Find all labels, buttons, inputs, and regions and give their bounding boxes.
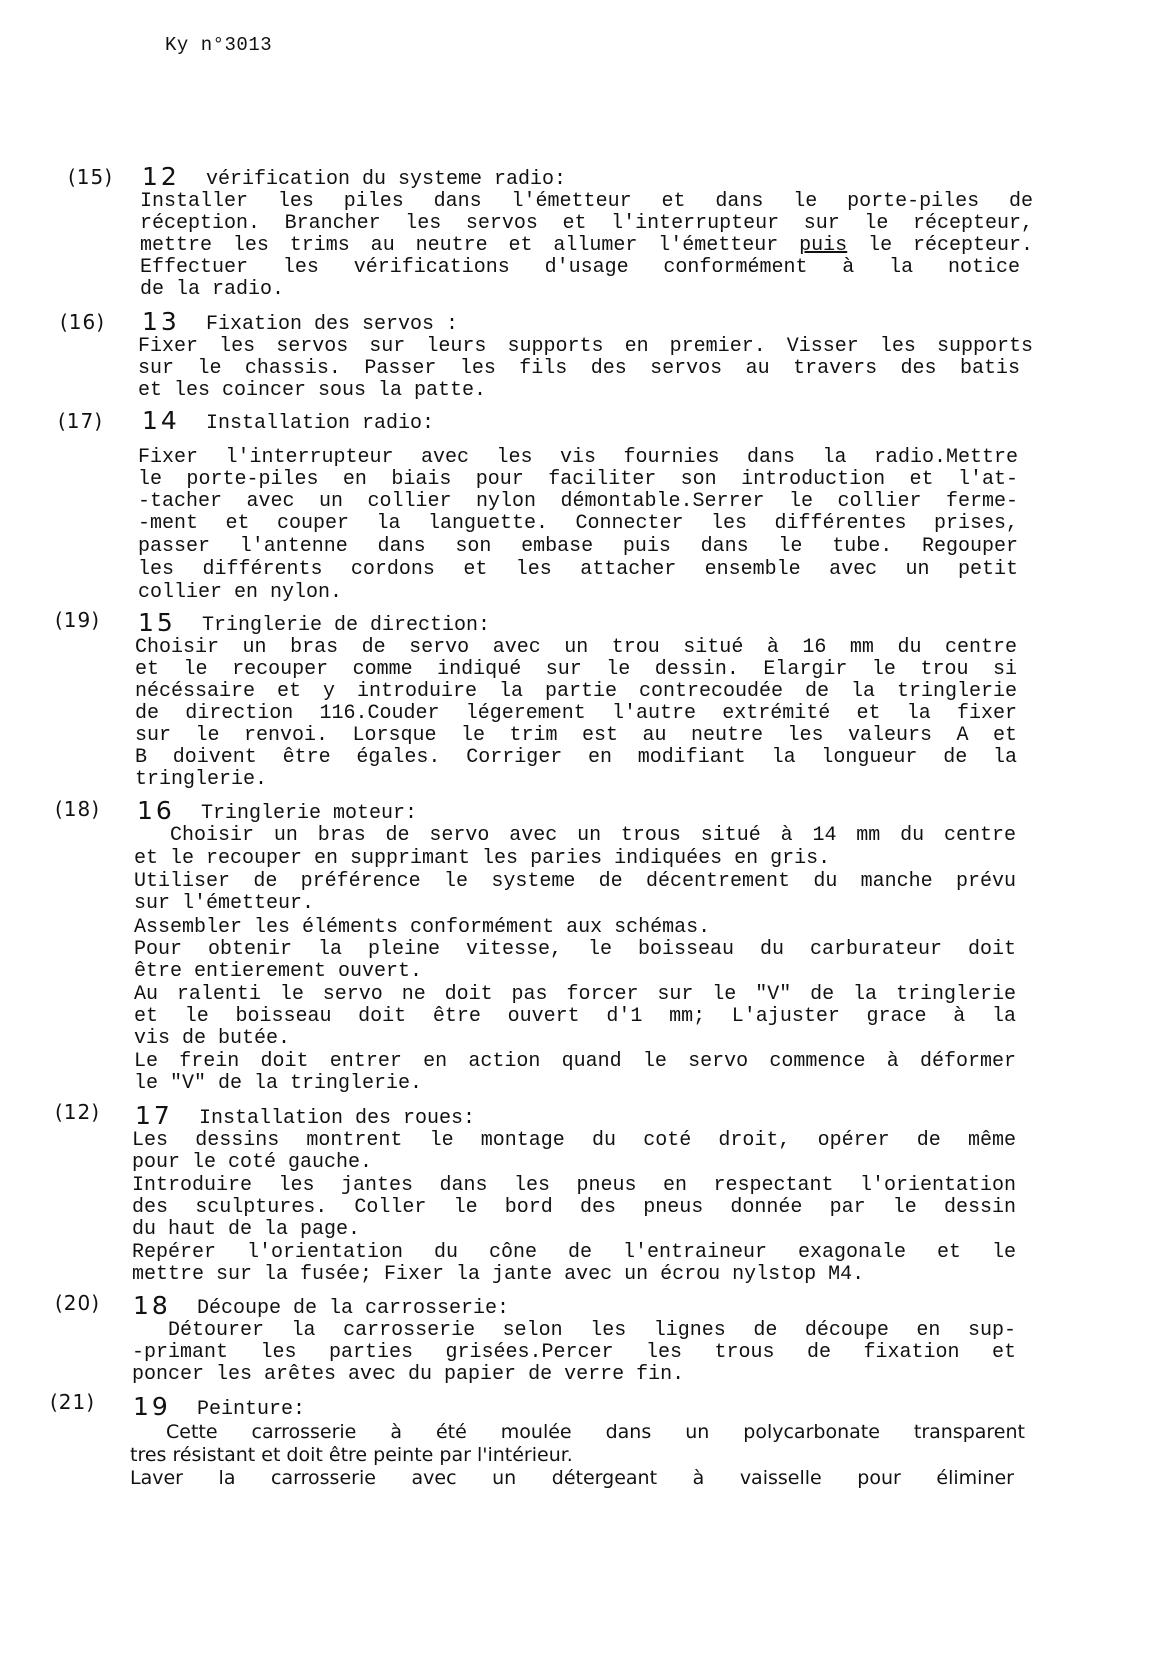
text-line: Choisir un bras de servo avec un trous situé à 14 mm du centre [170,824,1016,847]
figure-ref: (12) [55,1100,101,1124]
figure-ref: (18) [55,797,101,821]
figure-ref: (20) [55,1291,101,1315]
text-line: -tacher avec un collier nylon démontable.Serrer le collier ferme- [138,490,1018,513]
step-number: 18 [133,1291,171,1320]
text-line: de la radio. [140,278,285,301]
text-line: collier en nylon. [138,581,343,604]
text-line: les différents cordons et les attacher ensemble avec un petit [138,558,1018,581]
text-line: -ment et couper la languette. Connecter les différentes prises, [138,512,1018,535]
step-title: Installation des roues: [199,1107,476,1130]
text-line: Au ralenti le servo ne doit pas forcer sur le "V" de la tringlerie [134,983,1016,1006]
step-title: Découpe de la carrosserie: [197,1297,510,1320]
step-number: 19 [133,1392,171,1421]
figure-ref: (16) [60,310,106,334]
step-number: 17 [135,1101,173,1130]
step-number: 15 [138,608,176,637]
text-line: Laver la carrosserie avec un détergeant à vaisselle pour éliminer [130,1467,1014,1489]
text-line: passer l'antenne dans son embase puis dans le tube. Regouper [138,535,1018,558]
text-line: et les coincer sous la patte. [138,379,487,402]
text-line: Installer les piles dans l'émetteur et dans le porte-piles de [140,190,1033,213]
figure-ref: (17) [58,409,104,433]
text-line: Fixer les servos sur leurs supports en premier. Visser les supports [138,335,1033,358]
text-line: Pour obtenir la pleine vitesse, le boisseau du carburateur doit [134,938,1016,961]
text-line: de direction 116.Couder légerement l'autre extrémité et la fixer [135,702,1017,725]
step-number: 12 [142,162,180,191]
text-line: du haut de la page. [132,1218,361,1241]
text-line: Les dessins montrent le montage du coté droit, opérer de même [132,1129,1016,1152]
text-line: mettre les trims au neutre et allumer l'émetteur puis le récepteur. [140,234,1033,257]
step-number: 16 [137,796,175,825]
text-line: des sculptures. Coller le bord des pneus donnée par le dessin [132,1196,1016,1219]
figure-ref: (19) [55,608,101,632]
step-number: 14 [142,406,180,435]
figure-ref: (21) [50,1390,96,1414]
text-line: le porte-piles en biais pour faciliter son introduction et l'at- [138,468,1018,491]
text-line: sur le renvoi. Lorsque le trim est au neutre les valeurs A et [135,724,1017,747]
figure-ref: (15) [68,165,114,189]
text-line: nécéssaire et y introduire la partie contrecoudée de la tringlerie [135,680,1017,703]
text-line: Introduire les jantes dans les pneus en respectant l'orientation [132,1174,1016,1197]
text-line: le "V" de la tringlerie. [134,1072,423,1095]
text-line: B doivent être égales. Corriger en modifiant la longueur de la [135,746,1017,769]
text-line: Assembler les éléments conformément aux schémas. [134,916,711,939]
page-id: Ky n°3013 [165,34,273,56]
text-line: et le boisseau doit être ouvert d'1 mm; L'ajuster grace à la [134,1005,1016,1028]
text-line: mettre sur la fusée; Fixer la jante avec un écrou nylstop M4. [132,1263,865,1286]
step-title: vérification du systeme radio: [206,168,567,191]
step-title: Fixation des servos : [206,313,459,336]
text-line: et le recouper en supprimant les paries indiquées en gris. [134,847,831,870]
text-line: et le recouper comme indiqué sur le dessin. Elargir le trou si [135,658,1017,681]
text-line: sur l'émetteur. [134,892,315,915]
text-line: Effectuer les vérifications d'usage conformément à la notice [140,256,1020,279]
text-line: Fixer l'interrupteur avec les vis fournies dans la radio.Mettre [138,446,1018,469]
text-line: vis de butée. [134,1027,291,1050]
text-line: Détourer la carrosserie selon les lignes de découpe en sup- [168,1319,1016,1342]
step-title: Installation radio: [206,412,435,435]
underlined-word: puis [799,234,848,257]
step-title: Peinture: [197,1398,306,1421]
text-line: réception. Brancher les servos et l'interrupteur sur le récepteur, [140,212,1033,235]
step-title: Tringlerie moteur: [201,802,418,825]
text-line: -primant les parties grisées.Percer les trous de fixation et [132,1341,1016,1364]
text-line: Le frein doit entrer en action quand le servo commence à déformer [134,1050,1016,1073]
text-line: tringlerie. [135,768,268,791]
text-line: Repérer l'orientation du cône de l'entraineur exagonale et le [132,1241,1016,1264]
step-number: 13 [142,307,180,336]
text-line: Cette carrosserie à été moulée dans un polycarbonate transparent [166,1421,1025,1443]
text-line: sur le chassis. Passer les fils des servos au travers des batis [138,357,1020,380]
text-line: pour le coté gauche. [132,1151,373,1174]
text-line: poncer les arêtes avec du papier de verre fin. [132,1363,685,1386]
text-line: être entierement ouvert. [134,960,423,983]
text-line: tres résistant et doit être peinte par l'intérieur. [130,1444,573,1466]
step-title: Tringlerie de direction: [202,614,491,637]
text-line: Utiliser de préférence le systeme de décentrement du manche prévu [134,870,1016,893]
text-line: Choisir un bras de servo avec un trou situé à 16 mm du centre [135,636,1017,659]
